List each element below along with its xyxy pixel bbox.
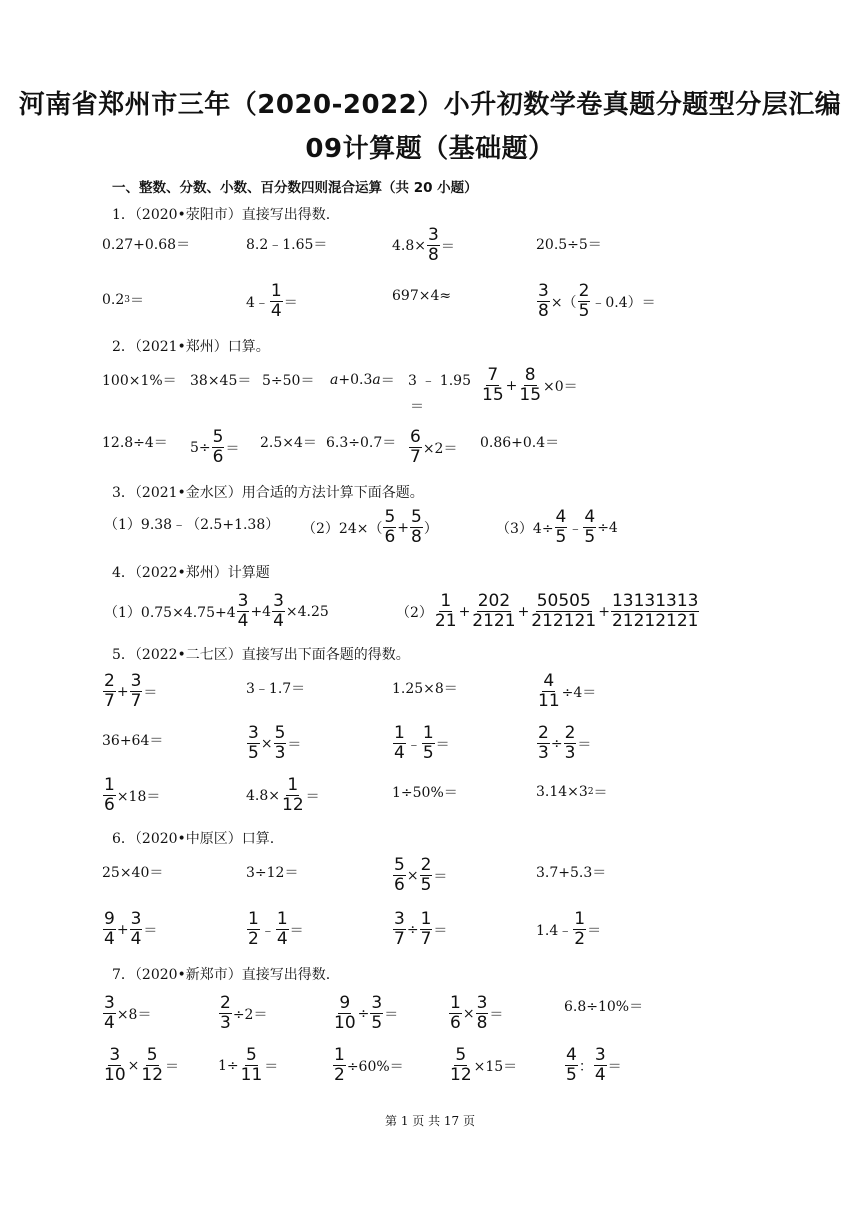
q6-item-2: 3÷12＝ — [246, 865, 299, 881]
fraction — [449, 1046, 473, 1085]
numerator: 1 — [287, 775, 299, 795]
denominator: 5 — [371, 1013, 383, 1033]
fraction — [276, 910, 289, 949]
doc-title-line2: 09计算题（基础题） — [305, 134, 555, 164]
numerator: 3 — [104, 993, 115, 1013]
q1-item-1: 0.27+0.68＝ — [102, 237, 191, 253]
q2-item-3: 5÷50＝ — [262, 373, 315, 389]
q2-item-1: 100×1%＝ — [102, 373, 177, 389]
q7-item-5: 6.8÷10%＝ — [564, 999, 644, 1015]
fraction — [237, 592, 250, 631]
numerator: 4 — [555, 507, 567, 527]
fraction — [555, 508, 568, 547]
question-7-heading: 7．（2020•新郑市）直接写出得数. — [112, 967, 331, 983]
question-4-heading: 4．（2022•郑州）计算题 — [112, 565, 270, 581]
q5-item-11: 1÷50%＝ — [392, 785, 458, 801]
numerator: 202 — [477, 591, 511, 611]
numerator: 2 — [104, 671, 115, 691]
q1-item-7: 697×4≈ — [392, 288, 452, 304]
numerator: 1 — [420, 909, 432, 929]
numerator: 5 — [212, 427, 224, 447]
fraction — [422, 724, 435, 763]
numerator: 1 — [248, 909, 259, 929]
fraction — [103, 910, 116, 949]
q6-item-1: 25×40＝ — [102, 865, 164, 881]
denominator: 5 — [420, 875, 432, 895]
page-footer: 第 1 页 共 17 页 — [385, 1114, 475, 1128]
denominator: 10 — [334, 1013, 356, 1033]
fraction — [537, 724, 550, 763]
q7-item-9: $\frac{5}{12}$ ×15＝ — [450, 1045, 518, 1085]
numerator: 4 — [584, 507, 596, 527]
denominator: 21 — [434, 611, 457, 631]
fraction — [247, 910, 260, 949]
q1-item-8: $\frac{3}{8}$ ×（ $\frac{2}{5}$ ﹣0.4）＝ — [538, 281, 656, 321]
fraction — [270, 282, 283, 321]
q7-item-8: $\frac{1}{2}$ ÷60%＝ — [334, 1045, 404, 1085]
fraction — [219, 994, 232, 1033]
fraction — [333, 994, 357, 1033]
fraction — [281, 776, 305, 815]
denominator: 4 — [104, 1013, 115, 1033]
numerator: 3 — [394, 909, 405, 929]
fraction — [611, 592, 700, 631]
question-6-heading: 6．（2020•中原区）口算. — [112, 831, 275, 847]
fraction — [518, 366, 542, 405]
fraction — [471, 592, 516, 631]
fraction — [212, 428, 225, 467]
q6-item-5: $\frac{9}{4}$ + $\frac{3}{4}$ ＝ — [104, 909, 158, 949]
fraction — [140, 1046, 164, 1085]
denominator: 12 — [141, 1065, 164, 1085]
fraction — [573, 910, 586, 949]
q1-item-3: 4.8× $\frac{3}{8}$ ＝ — [392, 225, 455, 265]
fraction — [427, 226, 440, 265]
fraction — [130, 672, 143, 711]
q7-item-6: $\frac{3}{10}$ × $\frac{5}{12}$ ＝ — [104, 1045, 180, 1085]
fraction — [537, 672, 561, 711]
q5-item-1: $\frac{2}{7}$ + $\frac{3}{7}$ ＝ — [104, 671, 158, 711]
fraction — [370, 994, 383, 1033]
numerator: 4 — [543, 671, 555, 691]
q4-item-1: （1）0.75×4.75+4 $\frac{3}{4}$ +4 $\frac{3}{4}$ ×4.25 — [104, 591, 329, 631]
denominator: 8 — [538, 301, 549, 321]
q2-item-6: $\frac{7}{15}$ + $\frac{8}{15}$ ×0＝ — [482, 365, 578, 405]
denominator: 12 — [450, 1065, 472, 1085]
numerator: 4 — [566, 1045, 577, 1065]
numerator: 2 — [538, 723, 549, 743]
q5-item-10: 4.8× $\frac{1}{12}$ ＝ — [246, 775, 320, 815]
fraction — [410, 508, 423, 547]
q5-item-8: $\frac{2}{3}$ ÷ $\frac{2}{3}$ ＝ — [538, 723, 592, 763]
numerator: 9 — [104, 909, 115, 929]
section-heading: 一、整数、分数、小数、百分数四则混合运算（共 20 小题） — [112, 180, 478, 196]
fraction — [481, 366, 505, 405]
denominator: 4 — [276, 929, 288, 949]
q7-item-1: $\frac{3}{4}$ ×8＝ — [104, 993, 152, 1033]
numerator: 1 — [574, 909, 586, 929]
fraction — [583, 508, 596, 547]
q5-item-5: 36+64＝ — [102, 733, 164, 749]
q3-item-1: （1）9.38﹣（2.5+1.38） — [104, 517, 280, 533]
denominator: 8 — [476, 1013, 488, 1033]
denominator: 5 — [422, 743, 434, 763]
denominator: 6 — [394, 875, 405, 895]
denominator: 3 — [220, 1013, 231, 1033]
question-5-heading: 5．（2022•二七区）直接写出下面各题的得数。 — [112, 647, 410, 663]
question-3-heading: 3．（2021•金水区）用合适的方法计算下面各题。 — [112, 485, 424, 501]
q2-item-11: $\frac{6}{7}$ ×2＝ — [410, 427, 458, 467]
q5-item-4: $\frac{4}{11}$ ÷4＝ — [538, 671, 597, 711]
denominator: 4 — [594, 1065, 606, 1085]
denominator: 8 — [428, 245, 439, 265]
q2-item-5-eq: ＝ — [410, 399, 424, 415]
fraction — [420, 910, 433, 949]
fraction — [247, 724, 260, 763]
q6-item-4: 3.7+5.3＝ — [536, 865, 607, 881]
numerator: 2 — [578, 281, 590, 301]
q2-item-9: 2.5×4＝ — [260, 435, 317, 451]
fraction — [103, 776, 116, 815]
denominator: 12 — [282, 795, 304, 815]
numerator: 5 — [411, 507, 422, 527]
fraction — [240, 1046, 264, 1085]
fraction — [272, 592, 285, 631]
fraction — [274, 724, 287, 763]
numerator: 3 — [538, 281, 549, 301]
numerator: 1 — [450, 993, 461, 1013]
fraction — [383, 508, 396, 547]
q5-item-12: 3.14×3 2 ＝ — [536, 784, 608, 801]
denominator: 11 — [538, 691, 560, 711]
q5-item-9: $\frac{1}{6}$ ×18＝ — [104, 775, 161, 815]
fraction — [564, 724, 577, 763]
denominator: 2 — [574, 929, 586, 949]
denominator: 21212121 — [611, 611, 699, 631]
fraction — [449, 994, 462, 1033]
denominator: 7 — [394, 929, 405, 949]
q6-item-3: $\frac{5}{6}$ × $\frac{2}{5}$ ＝ — [394, 855, 448, 895]
denominator: 6 — [104, 795, 115, 815]
q2-item-7: 12.8÷4＝ — [102, 435, 168, 451]
q1-item-2: 8.2﹣1.65＝ — [246, 237, 328, 253]
denominator: 4 — [270, 301, 282, 321]
fraction — [130, 910, 143, 949]
numerator: 5 — [394, 855, 405, 875]
q2-item-8: 5÷ $\frac{5}{6}$ ＝ — [190, 427, 240, 467]
fraction — [537, 282, 550, 321]
fraction — [393, 724, 406, 763]
fraction — [434, 592, 458, 631]
numerator: 3 — [476, 993, 488, 1013]
q7-item-3: $\frac{9}{10}$ ÷ $\frac{3}{5}$ ＝ — [334, 993, 399, 1033]
numerator: 13131313 — [611, 591, 699, 611]
denominator: 10 — [104, 1065, 126, 1085]
numerator: 5 — [146, 1045, 158, 1065]
denominator: 5 — [248, 743, 259, 763]
denominator: 4 — [104, 929, 115, 949]
numerator: 7 — [487, 365, 499, 385]
q6-item-6: $\frac{1}{2}$ ﹣ $\frac{1}{4}$ ＝ — [248, 909, 304, 949]
numerator: 1 — [104, 775, 115, 795]
q3-item-3: （3）4÷ $\frac{4}{5}$ ﹣ $\frac{4}{5}$ ÷4 — [496, 507, 618, 547]
numerator: 1 — [394, 723, 405, 743]
numerator: 6 — [410, 427, 421, 447]
numerator: 2 — [220, 993, 231, 1013]
numerator: 1 — [270, 281, 282, 301]
numerator: 9 — [339, 993, 351, 1013]
fraction — [103, 994, 116, 1033]
fraction — [333, 1046, 346, 1085]
denominator: 2 — [248, 929, 259, 949]
numerator: 2 — [564, 723, 576, 743]
numerator: 5 — [384, 507, 396, 527]
numerator: 3 — [371, 993, 383, 1013]
q5-item-2: 3﹣1.7＝ — [246, 681, 306, 697]
q3-item-2: （2）24×（ $\frac{5}{6}$ + $\frac{5}{8}$ ） — [302, 507, 438, 547]
denominator: 15 — [519, 385, 542, 405]
denominator: 5 — [584, 527, 596, 547]
q2-item-2: 38×45＝ — [190, 373, 252, 389]
denominator: 4 — [130, 929, 142, 949]
q7-item-4: $\frac{1}{6}$ × $\frac{3}{8}$ ＝ — [450, 993, 504, 1033]
q5-item-3: 1.25×8＝ — [392, 681, 458, 697]
q7-item-7: 1÷ $\frac{5}{11}$ ＝ — [218, 1045, 279, 1085]
numerator: 50505 — [536, 591, 591, 611]
denominator: 5 — [566, 1065, 577, 1085]
q4-item-2: （2） $\frac{1}{21}$ + $\frac{202}{2121}$ + $\frac{50505}{212121}$ + $\frac{13131313}{21212121}$ — [396, 591, 699, 631]
question-1-heading: 1．（2020•荥阳市）直接写出得数. — [112, 207, 331, 223]
numerator: 3 — [594, 1045, 606, 1065]
denominator: 6 — [212, 447, 224, 467]
fraction — [103, 672, 116, 711]
denominator: 2121 — [472, 611, 516, 631]
denominator: 5 — [578, 301, 590, 321]
fraction — [420, 856, 433, 895]
numerator: 1 — [422, 723, 434, 743]
denominator: 7 — [410, 447, 421, 467]
q2-item-4: a +0.3 a ＝ — [330, 372, 395, 389]
denominator: 7 — [130, 691, 142, 711]
numerator: 8 — [524, 365, 536, 385]
q6-item-8: 1.4﹣ $\frac{1}{2}$ ＝ — [536, 909, 602, 949]
denominator: 7 — [104, 691, 115, 711]
denominator: 4 — [273, 611, 284, 631]
numerator: 3 — [130, 909, 142, 929]
question-2-heading: 2．（2021•郑州）口算。 — [112, 339, 270, 355]
numerator: 3 — [248, 723, 259, 743]
q7-item-10: $\frac{4}{5}$ ： $\frac{3}{4}$ ＝ — [566, 1045, 622, 1085]
fraction — [393, 856, 406, 895]
denominator: 15 — [482, 385, 504, 405]
q2-item-12: 0.86+0.4＝ — [480, 435, 560, 451]
denominator: 7 — [420, 929, 432, 949]
numerator: 5 — [274, 723, 286, 743]
fraction — [103, 1046, 127, 1085]
numerator: 5 — [455, 1045, 467, 1065]
numerator: 3 — [237, 591, 249, 611]
fraction — [565, 1046, 578, 1085]
numerator: 1 — [440, 591, 452, 611]
denominator: 4 — [237, 611, 249, 631]
denominator: 11 — [240, 1065, 263, 1085]
denominator: 3 — [274, 743, 286, 763]
q1-item-4: 20.5÷5＝ — [536, 237, 602, 253]
denominator: 3 — [538, 743, 549, 763]
numerator: 3 — [109, 1045, 121, 1065]
fraction — [578, 282, 591, 321]
denominator: 6 — [450, 1013, 461, 1033]
q2-item-10: 6.3÷0.7＝ — [326, 435, 397, 451]
q5-item-6: $\frac{3}{5}$ × $\frac{5}{3}$ ＝ — [248, 723, 302, 763]
q6-item-7: $\frac{3}{7}$ ÷ $\frac{1}{7}$ ＝ — [394, 909, 448, 949]
denominator: 8 — [411, 527, 422, 547]
denominator: 6 — [384, 527, 396, 547]
q7-item-2: $\frac{2}{3}$ ÷2＝ — [220, 993, 268, 1033]
numerator: 5 — [246, 1045, 257, 1065]
numerator: 2 — [420, 855, 432, 875]
q1-item-5: 0.2 3 ＝ — [102, 292, 144, 309]
q2-item-5: 3 ﹣ 1.95 — [408, 373, 471, 389]
denominator: 212121 — [531, 611, 597, 631]
fraction — [409, 428, 422, 467]
fraction — [393, 910, 406, 949]
fraction — [476, 994, 489, 1033]
denominator: 2 — [334, 1065, 345, 1085]
denominator: 3 — [564, 743, 576, 763]
doc-title-line1: 河南省郑州市三年（2020-2022）小升初数学卷真题分题型分层汇编 — [18, 90, 842, 120]
q5-item-7: $\frac{1}{4}$ ﹣ $\frac{1}{5}$ ＝ — [394, 723, 450, 763]
q1-item-6: 4﹣ $\frac{1}{4}$ ＝ — [246, 281, 298, 321]
numerator: 3 — [130, 671, 142, 691]
numerator: 1 — [276, 909, 288, 929]
numerator: 3 — [428, 225, 439, 245]
denominator: 4 — [394, 743, 405, 763]
numerator: 1 — [334, 1045, 345, 1065]
fraction — [594, 1046, 607, 1085]
numerator: 3 — [273, 591, 284, 611]
fraction — [530, 592, 597, 631]
denominator: 5 — [555, 527, 567, 547]
